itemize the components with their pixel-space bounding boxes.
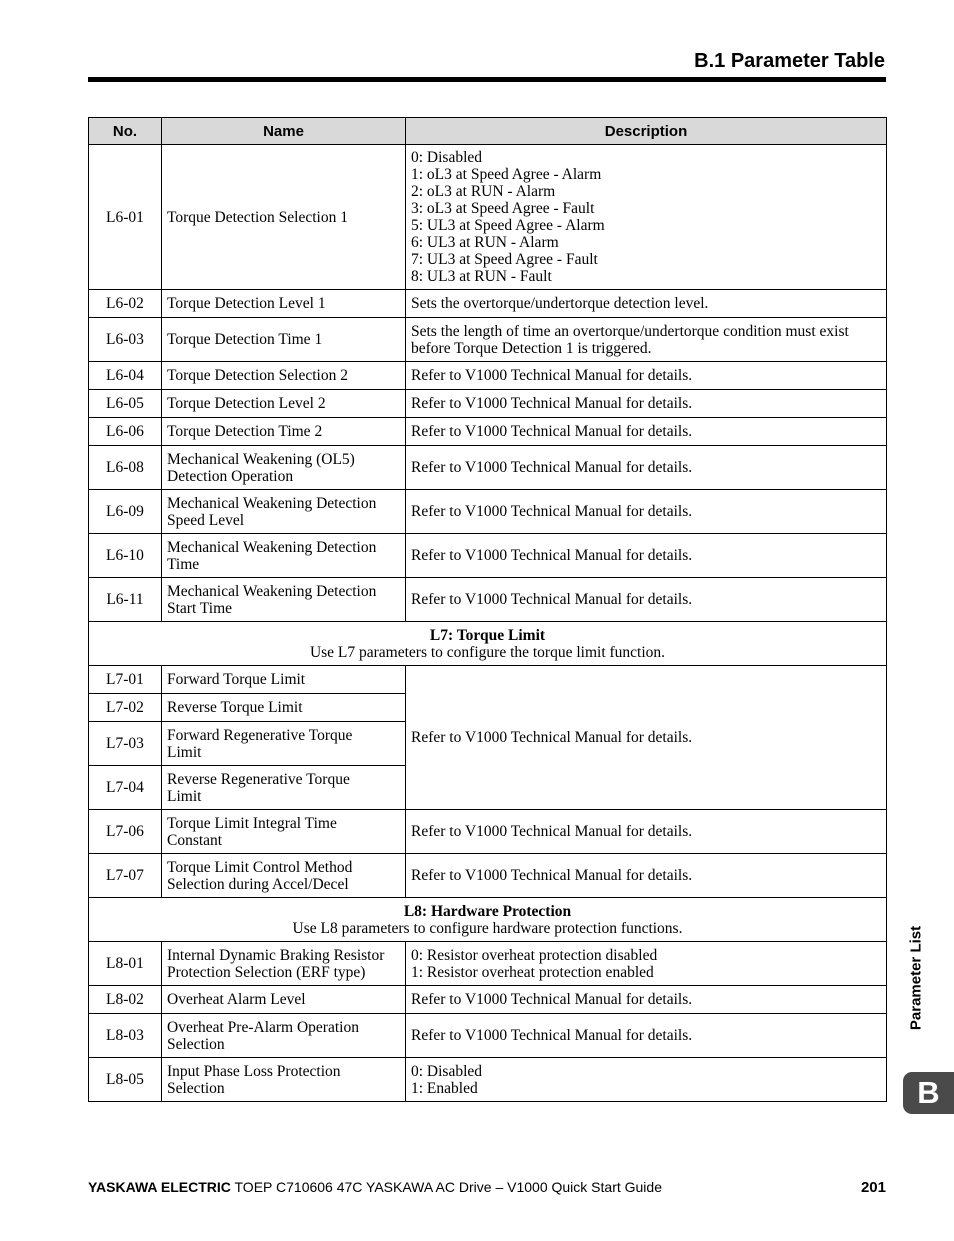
footer-brand: YASKAWA ELECTRIC xyxy=(88,1179,231,1195)
parameter-description xyxy=(406,1058,887,1102)
table-row xyxy=(89,986,887,1014)
appendix-letter-badge: B xyxy=(903,1072,954,1114)
parameter-number: L6-01 xyxy=(89,145,162,290)
parameter-name-line: Mechanical Weakening Detection xyxy=(167,538,377,556)
parameter-description xyxy=(406,290,887,318)
parameter-number: L7-03 xyxy=(89,722,162,766)
parameter-name-line: Torque Detection Time 2 xyxy=(167,423,323,440)
parameter-description xyxy=(406,854,887,898)
parameter-description-line: 1: Enabled xyxy=(411,1079,478,1097)
parameter-name xyxy=(162,1058,406,1102)
parameter-name xyxy=(162,854,406,898)
parameter-name-line: Internal Dynamic Braking Resistor xyxy=(167,946,385,964)
parameter-name-line: Torque Detection Selection 1 xyxy=(167,208,348,226)
parameter-number: L7-06 xyxy=(89,810,162,854)
parameter-description xyxy=(406,986,887,1014)
parameter-name-line: Input Phase Loss Protection xyxy=(167,1062,341,1080)
parameter-name-line: Selection during Accel/Decel xyxy=(167,875,349,893)
parameter-name xyxy=(162,694,406,722)
parameter-name xyxy=(162,810,406,854)
parameter-name-line: Mechanical Weakening Detection xyxy=(167,494,377,512)
table-row xyxy=(89,490,887,534)
table-row xyxy=(89,1058,887,1102)
parameter-number: L6-04 xyxy=(89,362,162,390)
table-row xyxy=(89,810,887,854)
parameter-name xyxy=(162,318,406,362)
parameter-name-line: Start Time xyxy=(167,599,233,617)
page-number: 201 xyxy=(860,1179,886,1196)
parameter-description-line: 0: Disabled xyxy=(411,149,483,166)
parameter-number: L6-05 xyxy=(89,390,162,418)
parameter-name-line: Torque Detection Time 1 xyxy=(167,331,323,348)
parameter-description-line: Refer to V1000 Technical Manual for details. xyxy=(411,823,693,840)
parameter-description: Refer to V1000 Technical Manual for details. xyxy=(406,666,887,810)
header-rule xyxy=(88,77,886,82)
parameter-name xyxy=(162,418,406,446)
parameter-name xyxy=(162,766,406,810)
parameter-name xyxy=(162,446,406,490)
parameter-description xyxy=(406,942,887,986)
parameter-name xyxy=(162,534,406,578)
parameter-name xyxy=(162,490,406,534)
table-row xyxy=(89,418,887,446)
table-row xyxy=(89,390,887,418)
parameter-number: L6-06 xyxy=(89,418,162,446)
parameter-number: L8-05 xyxy=(89,1058,162,1102)
section-subtitle: Use L7 parameters to configure the torque limit function. xyxy=(309,643,666,661)
parameter-name xyxy=(162,722,406,766)
section-heading xyxy=(89,622,887,666)
parameter-description-line: Refer to V1000 Technical Manual for details. xyxy=(411,503,693,520)
parameter-name xyxy=(162,362,406,390)
parameter-description xyxy=(406,490,887,534)
parameter-name-line: Selection xyxy=(167,1035,225,1053)
parameter-description-line: 2: oL3 at RUN - Alarm xyxy=(411,183,556,200)
parameter-number: L8-01 xyxy=(89,942,162,986)
table-row xyxy=(89,942,887,986)
parameter-name-line: Speed Level xyxy=(167,511,245,529)
parameter-description xyxy=(406,390,887,418)
parameter-description-line: 1: oL3 at Speed Agree - Alarm xyxy=(411,166,602,183)
parameter-name-line: Torque Limit Integral Time xyxy=(167,814,337,832)
parameter-description-line: 8: UL3 at RUN - Fault xyxy=(411,268,552,285)
parameter-description-line: Refer to V1000 Technical Manual for details. xyxy=(411,547,693,564)
parameter-number: L7-02 xyxy=(89,694,162,722)
table-row xyxy=(89,854,887,898)
parameter-description-line: Refer to V1000 Technical Manual for details. xyxy=(411,459,693,476)
parameter-name-line: Time xyxy=(167,555,200,573)
parameter-name-line: Selection xyxy=(167,1079,225,1097)
parameter-number: L6-03 xyxy=(89,318,162,362)
parameter-number: L7-07 xyxy=(89,854,162,898)
footer-doc-title: TOEP C710606 47C YASKAWA AC Drive – V1000 Quick Start Guide xyxy=(230,1179,662,1195)
parameter-description-line: Sets the overtorque/undertorque detection level. xyxy=(411,295,709,312)
parameter-description-line: 5: UL3 at Speed Agree - Alarm xyxy=(411,217,605,234)
parameter-name-line: Constant xyxy=(167,831,223,849)
parameter-description-line: Refer to V1000 Technical Manual for details. xyxy=(411,1027,693,1044)
parameter-description-line: 6: UL3 at RUN - Alarm xyxy=(411,234,559,251)
parameter-name-line: Overheat Alarm Level xyxy=(167,991,306,1008)
parameter-description-line: Refer to V1000 Technical Manual for details. xyxy=(411,395,693,412)
parameter-name-line: Forward Regenerative Torque xyxy=(167,726,353,744)
parameter-number: L6-11 xyxy=(89,578,162,622)
parameter-name-line: Torque Limit Control Method xyxy=(167,858,353,876)
parameter-description-line: before Torque Detection 1 is triggered. xyxy=(411,339,652,357)
parameter-name-line: Overheat Pre-Alarm Operation xyxy=(167,1018,359,1036)
section-subtitle: Use L8 parameters to configure hardware protection functions. xyxy=(292,919,683,937)
parameter-description-line: Refer to V1000 Technical Manual for details. xyxy=(411,991,693,1008)
parameter-name xyxy=(162,986,406,1014)
parameter-description xyxy=(406,578,887,622)
parameter-name-line: Torque Detection Level 2 xyxy=(167,395,326,412)
parameter-name xyxy=(162,145,406,290)
table-row xyxy=(89,145,887,290)
parameter-number: L6-10 xyxy=(89,534,162,578)
parameter-description xyxy=(406,1014,887,1058)
table-row xyxy=(89,446,887,490)
parameter-description xyxy=(406,446,887,490)
section-row xyxy=(89,898,887,942)
parameter-number: L8-03 xyxy=(89,1014,162,1058)
parameter-description-line: 0: Disabled xyxy=(411,1062,483,1080)
parameter-table xyxy=(88,117,887,1102)
footer xyxy=(88,1179,886,1195)
side-tab xyxy=(901,905,931,1050)
parameter-name xyxy=(162,390,406,418)
parameter-name-line: Limit xyxy=(167,743,202,761)
parameter-number: L6-08 xyxy=(89,446,162,490)
parameter-number: L7-01 xyxy=(89,666,162,694)
parameter-description-line: Refer to V1000 Technical Manual for details. xyxy=(411,367,693,384)
table-header-row xyxy=(89,118,887,145)
parameter-name xyxy=(162,666,406,694)
parameter-number: L8-02 xyxy=(89,986,162,1014)
parameter-description xyxy=(406,810,887,854)
column-header-description: Description xyxy=(406,118,887,145)
side-tab-label: Parameter List xyxy=(907,925,925,1030)
section-title: L7: Torque Limit xyxy=(429,626,546,644)
parameter-name-line: Protection Selection (ERF type) xyxy=(167,963,366,981)
parameter-name-line: Detection Operation xyxy=(167,467,294,485)
parameter-description-line: 3: oL3 at Speed Agree - Fault xyxy=(411,200,595,217)
parameter-description xyxy=(406,418,887,446)
parameter-name xyxy=(162,1014,406,1058)
parameter-name-line: Reverse Regenerative Torque xyxy=(167,770,350,788)
parameter-number: L6-09 xyxy=(89,490,162,534)
parameter-description-line: Refer to V1000 Technical Manual for details. xyxy=(411,591,693,608)
parameter-name xyxy=(162,942,406,986)
section-row xyxy=(89,622,887,666)
parameter-name-line: Mechanical Weakening Detection xyxy=(167,582,377,600)
parameter-description xyxy=(406,534,887,578)
table-row xyxy=(89,578,887,622)
parameter-description-line: Sets the length of time an overtorque/undertorque condition must exist xyxy=(411,322,849,340)
parameter-number: L6-02 xyxy=(89,290,162,318)
section-heading xyxy=(89,898,887,942)
parameter-name-line: Torque Detection Level 1 xyxy=(167,295,326,312)
parameter-name-line: Mechanical Weakening (OL5) xyxy=(167,450,355,468)
parameter-description-line: Refer to V1000 Technical Manual for details. xyxy=(411,423,693,440)
parameter-description-line: 7: UL3 at Speed Agree - Fault xyxy=(411,251,598,268)
parameter-description xyxy=(406,318,887,362)
parameter-name-line: Reverse Torque Limit xyxy=(167,699,303,716)
table-row xyxy=(89,290,887,318)
table-row xyxy=(89,666,887,694)
parameter-name xyxy=(162,290,406,318)
parameter-description xyxy=(406,145,887,290)
table-row xyxy=(89,362,887,390)
column-header-name: Name xyxy=(162,118,406,145)
parameter-name-line: Torque Detection Selection 2 xyxy=(167,367,348,384)
parameter-name xyxy=(162,578,406,622)
parameter-number: L7-04 xyxy=(89,766,162,810)
column-header-no: No. xyxy=(89,118,162,145)
section-title: L8: Hardware Protection xyxy=(403,902,572,920)
parameter-description-line: 1: Resistor overheat protection enabled xyxy=(411,963,654,981)
table-row xyxy=(89,318,887,362)
parameter-description-line: Refer to V1000 Technical Manual for details. xyxy=(411,867,693,884)
table-row xyxy=(89,1014,887,1058)
parameter-description xyxy=(406,362,887,390)
page-title: B.1 Parameter Table xyxy=(694,50,885,72)
table-row xyxy=(89,534,887,578)
parameter-description-line: 0: Resistor overheat protection disabled xyxy=(411,946,658,964)
parameter-name-line: Limit xyxy=(167,787,202,805)
parameter-name-line: Forward Torque Limit xyxy=(167,671,306,688)
